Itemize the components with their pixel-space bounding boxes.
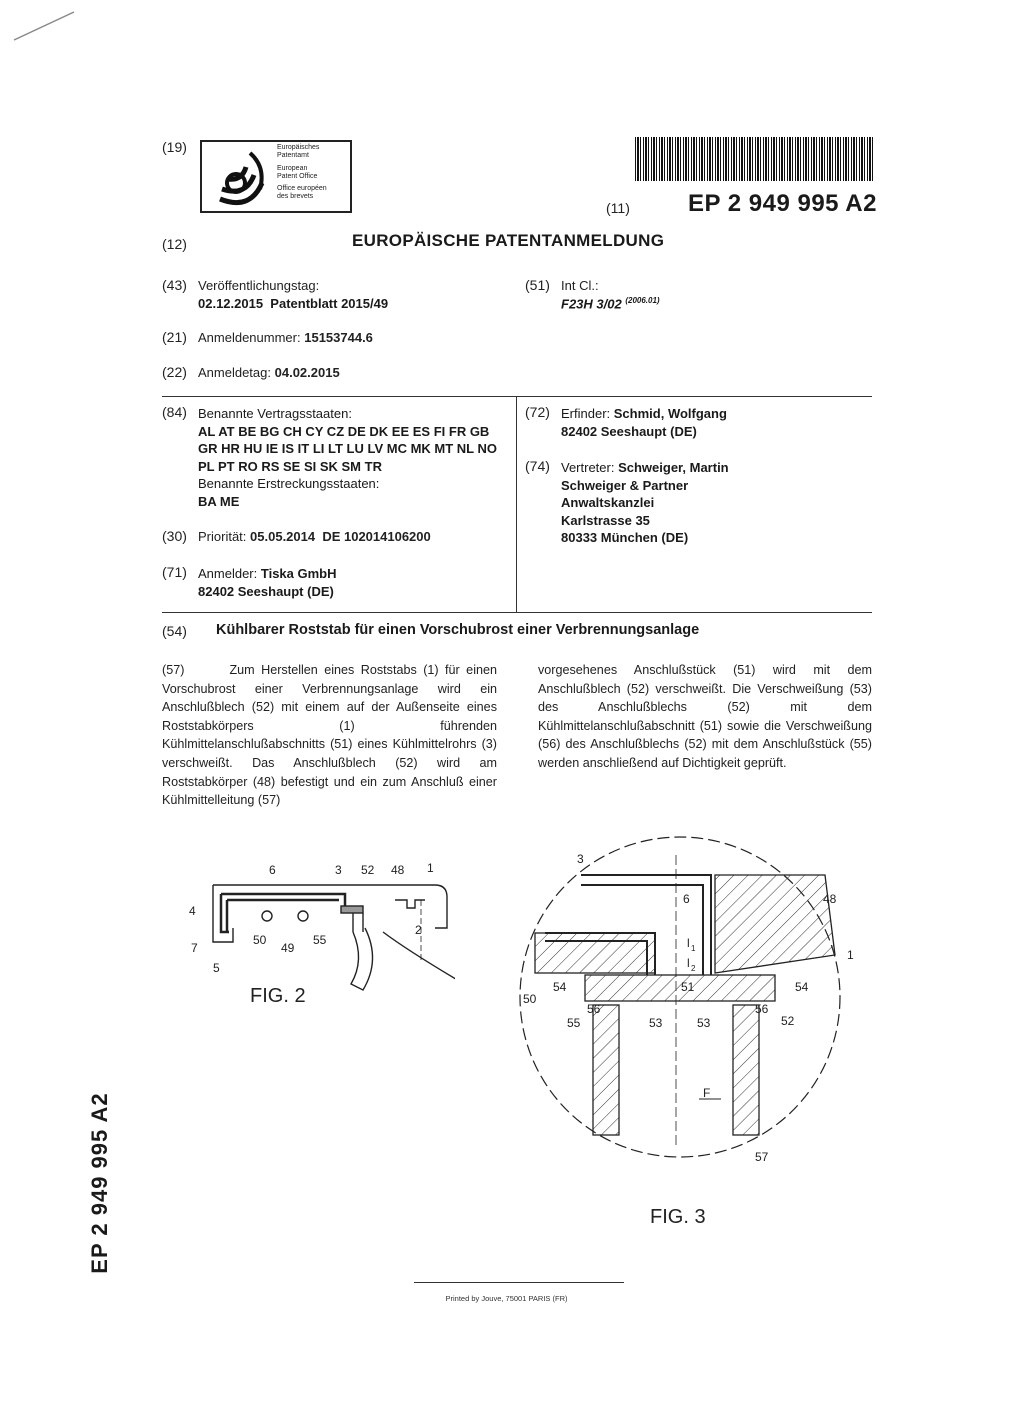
representative: Vertreter: Schweiger, Martin Schweiger & Partner Anwaltskanzlei Karlstrasse 35 80333 München (DE)	[561, 460, 729, 546]
svg-text:57: 57	[755, 1150, 769, 1164]
svg-text:55: 55	[567, 1016, 581, 1030]
svg-text:48: 48	[391, 863, 405, 877]
footer-rule	[414, 1282, 624, 1283]
svg-text:2: 2	[691, 964, 696, 973]
svg-text:6: 6	[683, 892, 690, 906]
code-21: (21)	[162, 329, 187, 345]
int-cl-label: Int Cl.:	[561, 278, 599, 293]
svg-text:7: 7	[191, 941, 198, 955]
svg-text:1: 1	[427, 861, 434, 875]
fig3-drawing	[505, 835, 855, 1165]
int-cl-value: F23H 3/02 $^{(2006.01)}$	[561, 296, 660, 312]
svg-text:54: 54	[553, 980, 567, 994]
svg-text:56: 56	[587, 1002, 601, 1016]
svg-text:l: l	[687, 956, 690, 970]
svg-text:52: 52	[781, 1014, 795, 1028]
svg-text:54: 54	[795, 980, 809, 994]
office-names: Europäisches Patentamt European Patent Office Office européen des brevets	[277, 144, 327, 201]
publication-date-label: Veröffentlichungstag:	[198, 278, 320, 293]
side-publication-number: EP 2 949 995 A2	[87, 1092, 112, 1274]
code-11: (11)	[606, 200, 630, 216]
svg-text:3: 3	[335, 863, 342, 877]
svg-text:l: l	[687, 936, 690, 950]
code-71: (71)	[162, 564, 187, 580]
svg-text:1: 1	[847, 948, 854, 962]
fig3-caption: FIG. 3	[650, 1206, 706, 1228]
code-19: (19)	[162, 139, 187, 155]
code-72: (72)	[525, 404, 550, 420]
svg-text:3: 3	[577, 852, 584, 866]
svg-text:56: 56	[755, 1002, 769, 1016]
invention-title: Kühlbarer Roststab für einen Vorschubrost einer Verbrennungsanlage	[216, 622, 700, 638]
scan-mark	[10, 6, 80, 46]
epo-emblem-icon	[210, 145, 272, 209]
box-top-rule	[162, 396, 872, 397]
svg-text:53: 53	[697, 1016, 711, 1030]
code-74: (74)	[525, 458, 550, 474]
code-12: (12)	[162, 236, 187, 252]
svg-text:48: 48	[823, 892, 837, 906]
application-number: Anmeldenummer: 15153744.6	[198, 330, 373, 345]
code-22: (22)	[162, 364, 187, 380]
svg-text:2: 2	[415, 923, 422, 937]
code-51: (51)	[525, 277, 550, 293]
svg-text:51: 51	[681, 980, 695, 994]
code-30: (30)	[162, 528, 187, 544]
code-43: (43)	[162, 277, 187, 293]
svg-text:6: 6	[269, 863, 276, 877]
abstract-right: vorgesehenes Anschlußstück (51) wird mit dem Anschlußblech (52) verschweißt. Die Verschweißung (53) des Anschlußblechs (52) mit dem Kühlmittelanschlußabschnitt (51) sowie die Verschweißung (56) des Anschlußblechs (52) mit dem Anschlußstück (55) werden anschließend auf Dichtigkeit geprüft.	[538, 663, 872, 770]
svg-text:52: 52	[361, 863, 375, 877]
svg-text:55: 55	[313, 933, 327, 947]
publication-number: EP 2 949 995 A2	[688, 190, 877, 217]
svg-text:5: 5	[213, 961, 220, 975]
applicant: Anmelder: Tiska GmbH 82402 Seeshaupt (DE)	[198, 566, 337, 599]
svg-text:4: 4	[189, 904, 196, 918]
epo-logo	[200, 140, 352, 213]
svg-text:50: 50	[523, 992, 537, 1006]
document-type: EUROPÄISCHE PATENTANMELDUNG	[352, 231, 665, 250]
printer-note: Printed by Jouve, 75001 PARIS (FR)	[445, 1294, 568, 1303]
inventor: Erfinder: Schmid, Wolfgang 82402 Seeshaupt (DE)	[561, 406, 727, 439]
box-divider	[516, 396, 517, 613]
fig2-drawing	[185, 860, 455, 1000]
publication-date-value: 02.12.2015 Patentblatt 2015/49	[198, 296, 389, 311]
box-bottom-rule	[162, 612, 872, 613]
svg-text:53: 53	[649, 1016, 663, 1030]
svg-text:49: 49	[281, 941, 295, 955]
abstract-left: (57) Zum Herstellen eines Roststabs (1) für einen Vorschubrost einer Verbrennungsanlage wird ein Anschlußblech (52) mit einem auf der Außenseite eines Roststabkörpers (1) führenden Kühlmittelanschlußabschnitts (51) eines Kühlmittelrohrs (3) verschweißt. Das Anschlußblech (52) wird am Roststabkörper (48) befestigt und ein zum Anschluß einer Kühlmittelleitung (57)	[162, 663, 497, 808]
filing-date: Anmeldetag: 04.02.2015	[198, 365, 340, 380]
svg-text:F: F	[703, 1086, 711, 1100]
priority: Priorität: 05.05.2014 DE 102014106200	[198, 529, 431, 544]
code-84: (84)	[162, 404, 187, 420]
barcode	[635, 137, 873, 181]
fig2-caption: FIG. 2	[250, 985, 306, 1007]
code-54: (54)	[162, 623, 187, 639]
designated-states: Benannte Vertragsstaaten: AL AT BE BG CH CY CZ DE DK EE ES FI FR GB GR HR HU IE IS IT LI LT LU LV MC MK MT NL NO PL PT RO RS SE SI SK SM TR Benannte Erstreckungsstaaten: BA ME	[198, 406, 497, 509]
svg-text:1: 1	[691, 944, 696, 953]
svg-text:50: 50	[253, 933, 267, 947]
